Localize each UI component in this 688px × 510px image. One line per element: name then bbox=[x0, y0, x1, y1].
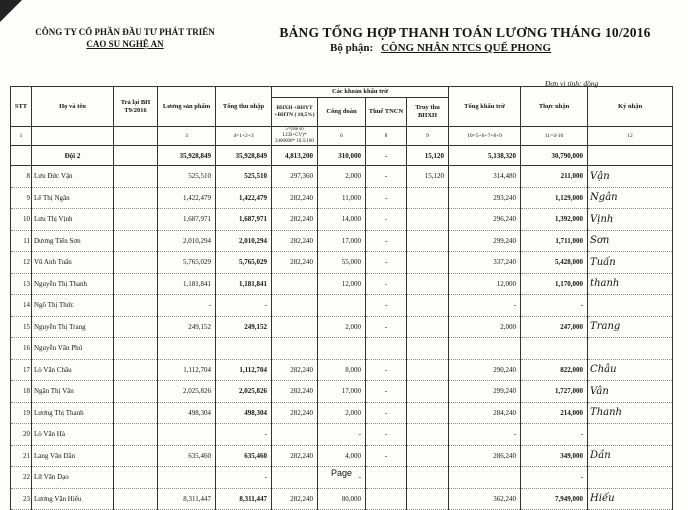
row-stt: 8 bbox=[11, 166, 32, 188]
row-name: Lữ Văn Dạo bbox=[32, 467, 114, 489]
row-stt: 9 bbox=[11, 187, 32, 209]
row-cong-doan: 2,000 bbox=[318, 402, 366, 424]
row-tra-lai bbox=[114, 424, 158, 446]
row-thuc-nhan: 1,129,000 bbox=[521, 187, 588, 209]
index-cell: 12 bbox=[588, 127, 673, 146]
signature: Hiếu bbox=[588, 488, 673, 510]
row-thue: - bbox=[366, 402, 407, 424]
row-name: Lò Văn Hà bbox=[32, 424, 114, 446]
row-stt: 12 bbox=[11, 252, 32, 274]
index-cell: 11=4-10 bbox=[521, 127, 588, 146]
signature: Vân bbox=[588, 381, 673, 403]
table-row bbox=[11, 316, 673, 338]
row-luong-sp: - bbox=[158, 295, 216, 317]
page-footer: Page bbox=[331, 468, 353, 478]
row-stt: 20 bbox=[11, 424, 32, 446]
row-name: Nguyễn Thị Trang bbox=[32, 316, 114, 338]
row-cong-doan bbox=[318, 338, 366, 360]
table-row bbox=[11, 488, 673, 510]
row-tong-khau-tru: - bbox=[449, 424, 521, 446]
index-cell: 9 bbox=[407, 127, 449, 146]
index-row bbox=[11, 127, 673, 146]
index-cell: 3 bbox=[158, 127, 216, 146]
row-tong-thu-nhap: 2,010,294 bbox=[216, 230, 272, 252]
row-thue: - bbox=[366, 166, 407, 188]
row-luong-sp: 635,460 bbox=[158, 445, 216, 467]
row-thuc-nhan: 1,170,000 bbox=[521, 273, 588, 295]
table-row bbox=[11, 166, 673, 188]
table-row bbox=[11, 338, 673, 360]
row-cong-doan: 11,000 bbox=[318, 187, 366, 209]
page-corner-mark bbox=[0, 0, 22, 22]
row-tong-thu-nhap: 635,460 bbox=[216, 445, 272, 467]
row-truy-thu bbox=[407, 252, 449, 274]
row-name: Lang Văn Dần bbox=[32, 445, 114, 467]
row-tra-lai bbox=[114, 381, 158, 403]
group-tong-thu-nhap: 35,928,849 bbox=[216, 146, 272, 166]
signature bbox=[588, 295, 673, 317]
col-cong-doan: Công đoàn bbox=[318, 98, 366, 127]
col-thue: Thuế TNCN bbox=[366, 98, 407, 127]
row-tong-thu-nhap bbox=[216, 338, 272, 360]
row-thue: - bbox=[366, 230, 407, 252]
index-cell bbox=[114, 127, 158, 146]
row-tong-khau-tru: 286,240 bbox=[449, 445, 521, 467]
row-name: Vũ Anh Tuấn bbox=[32, 252, 114, 274]
signature: Dần bbox=[588, 445, 673, 467]
group-row bbox=[11, 146, 673, 166]
col-luong-sp: Lương sản phẩm bbox=[158, 87, 216, 127]
row-tra-lai bbox=[114, 295, 158, 317]
row-luong-sp bbox=[158, 467, 216, 489]
row-tong-thu-nhap: 1,687,971 bbox=[216, 209, 272, 231]
group-thuc-nhan: 30,790,000 bbox=[521, 146, 588, 166]
row-cong-doan: 17,000 bbox=[318, 230, 366, 252]
currency-unit-note: Đơn vị tính: đồng bbox=[545, 79, 599, 88]
row-bh bbox=[272, 316, 318, 338]
col-thuc-nhan: Thực nhận bbox=[521, 87, 588, 127]
signature: Thanh bbox=[588, 402, 673, 424]
row-thue: - bbox=[366, 187, 407, 209]
table-row bbox=[11, 402, 673, 424]
col-truy-thu: Truy thu BHXH bbox=[407, 98, 449, 127]
row-stt: 19 bbox=[11, 402, 32, 424]
row-tong-thu-nhap: 1,181,841 bbox=[216, 273, 272, 295]
row-truy-thu bbox=[407, 359, 449, 381]
index-cell bbox=[32, 127, 114, 146]
col-ky-nhan: Ký nhận bbox=[588, 87, 673, 127]
row-luong-sp: 249,152 bbox=[158, 316, 216, 338]
row-truy-thu bbox=[407, 273, 449, 295]
row-tong-thu-nhap: 525,510 bbox=[216, 166, 272, 188]
row-name: Lưu Đức Vận bbox=[32, 166, 114, 188]
row-tong-thu-nhap: 2,025,826 bbox=[216, 381, 272, 403]
table-row bbox=[11, 187, 673, 209]
row-stt: 14 bbox=[11, 295, 32, 317]
row-truy-thu bbox=[407, 187, 449, 209]
row-thue: - bbox=[366, 209, 407, 231]
row-cong-doan: - bbox=[318, 467, 366, 489]
row-name: Lương Thị Thanh bbox=[32, 402, 114, 424]
row-thuc-nhan: 247,000 bbox=[521, 316, 588, 338]
row-bh: 282,240 bbox=[272, 359, 318, 381]
signature: Châu bbox=[588, 359, 673, 381]
row-bh bbox=[272, 273, 318, 295]
col-stt: STT bbox=[11, 87, 32, 127]
row-truy-thu bbox=[407, 445, 449, 467]
row-tong-thu-nhap: 8,311,447 bbox=[216, 488, 272, 510]
document-title: BẢNG TỔNG HỢP THANH TOÁN LƯƠNG THÁNG 10/2016 bbox=[279, 25, 651, 40]
row-tra-lai bbox=[114, 467, 158, 489]
row-thue: - bbox=[366, 445, 407, 467]
group-ky-nhan bbox=[588, 146, 673, 166]
row-thue: - bbox=[366, 359, 407, 381]
row-name: Lương Văn Hiếu bbox=[32, 488, 114, 510]
row-cong-doan: 80,000 bbox=[318, 488, 366, 510]
row-tong-khau-tru: 296,240 bbox=[449, 209, 521, 231]
index-cell: 4=1+2+3 bbox=[216, 127, 272, 146]
row-tong-thu-nhap: 249,152 bbox=[216, 316, 272, 338]
row-stt: 16 bbox=[11, 338, 32, 360]
row-tong-khau-tru: 299,240 bbox=[449, 230, 521, 252]
payroll-table bbox=[10, 86, 673, 510]
row-tong-khau-tru: 293,240 bbox=[449, 187, 521, 209]
row-tra-lai bbox=[114, 187, 158, 209]
table-row bbox=[11, 273, 673, 295]
signature bbox=[588, 424, 673, 446]
row-tra-lai bbox=[114, 316, 158, 338]
row-thuc-nhan bbox=[521, 338, 588, 360]
row-truy-thu bbox=[407, 424, 449, 446]
row-thue bbox=[366, 467, 407, 489]
row-thue: - bbox=[366, 424, 407, 446]
row-thue: - bbox=[366, 316, 407, 338]
row-bh bbox=[272, 424, 318, 446]
group-label: Đội 2 bbox=[32, 146, 114, 166]
row-name: Lò Văn Châu bbox=[32, 359, 114, 381]
row-tong-thu-nhap: 498,304 bbox=[216, 402, 272, 424]
signature: Tuấn bbox=[588, 252, 673, 274]
row-name: Dương Tiến Sơn bbox=[32, 230, 114, 252]
row-thue bbox=[366, 338, 407, 360]
row-truy-thu bbox=[407, 316, 449, 338]
col-tong-thu-nhap: Tổng thu nhập bbox=[216, 87, 272, 127]
row-bh bbox=[272, 338, 318, 360]
row-tra-lai bbox=[114, 338, 158, 360]
group-bh: 4,813,200 bbox=[272, 146, 318, 166]
row-thuc-nhan: 822,000 bbox=[521, 359, 588, 381]
row-tra-lai bbox=[114, 273, 158, 295]
row-tra-lai bbox=[114, 209, 158, 231]
row-thuc-nhan: 5,428,000 bbox=[521, 252, 588, 274]
row-luong-sp: 2,025,826 bbox=[158, 381, 216, 403]
row-stt: 10 bbox=[11, 209, 32, 231]
row-tra-lai bbox=[114, 488, 158, 510]
row-stt: 18 bbox=[11, 381, 32, 403]
signature bbox=[588, 467, 673, 489]
row-thue: - bbox=[366, 295, 407, 317]
row-name: Nguyễn Thị Thanh bbox=[32, 273, 114, 295]
row-luong-sp bbox=[158, 338, 216, 360]
index-cell: 1 bbox=[11, 127, 32, 146]
row-tra-lai bbox=[114, 402, 158, 424]
company-line-1: CÔNG TY CỔ PHẦN ĐẦU TƯ PHÁT TRIỂN bbox=[35, 27, 215, 37]
table-row bbox=[11, 209, 673, 231]
row-tong-khau-tru: 2,000 bbox=[449, 316, 521, 338]
row-cong-doan: 2,000 bbox=[318, 316, 366, 338]
row-luong-sp: 5,765,029 bbox=[158, 252, 216, 274]
row-luong-sp: 525,510 bbox=[158, 166, 216, 188]
signature: Vịnh bbox=[588, 209, 673, 231]
row-luong-sp: 1,422,479 bbox=[158, 187, 216, 209]
table-row bbox=[11, 252, 673, 274]
row-tong-khau-tru: 337,240 bbox=[449, 252, 521, 274]
group-tra-lai bbox=[114, 146, 158, 166]
row-cong-doan: 14,000 bbox=[318, 209, 366, 231]
row-luong-sp: 2,010,294 bbox=[158, 230, 216, 252]
row-tong-khau-tru: 12,000 bbox=[449, 273, 521, 295]
row-thue: - bbox=[366, 381, 407, 403]
row-bh: 282,240 bbox=[272, 252, 318, 274]
row-tra-lai bbox=[114, 445, 158, 467]
row-luong-sp: 498,304 bbox=[158, 402, 216, 424]
group-luong-sp: 35,928,849 bbox=[158, 146, 216, 166]
signature: Sơn bbox=[588, 230, 673, 252]
department-line bbox=[330, 42, 551, 54]
row-thuc-nhan: 1,711,000 bbox=[521, 230, 588, 252]
row-bh bbox=[272, 295, 318, 317]
row-bh: 297,360 bbox=[272, 166, 318, 188]
signature bbox=[588, 338, 673, 360]
row-bh: 282,240 bbox=[272, 402, 318, 424]
row-thuc-nhan: 211,000 bbox=[521, 166, 588, 188]
table-row bbox=[11, 424, 673, 446]
row-tong-khau-tru: - bbox=[449, 295, 521, 317]
row-thuc-nhan: - bbox=[521, 295, 588, 317]
row-truy-thu bbox=[407, 467, 449, 489]
table-row bbox=[11, 230, 673, 252]
index-cell: 10=5+6+7+8+9 bbox=[449, 127, 521, 146]
row-truy-thu bbox=[407, 209, 449, 231]
row-bh: 282,240 bbox=[272, 209, 318, 231]
row-luong-sp: 8,311,447 bbox=[158, 488, 216, 510]
row-cong-doan: 4,000 bbox=[318, 445, 366, 467]
row-thuc-nhan: 349,000 bbox=[521, 445, 588, 467]
row-thuc-nhan: - bbox=[521, 467, 588, 489]
row-tong-khau-tru bbox=[449, 338, 521, 360]
row-tong-khau-tru: 314,480 bbox=[449, 166, 521, 188]
row-truy-thu: 15,120 bbox=[407, 166, 449, 188]
row-truy-thu bbox=[407, 230, 449, 252]
row-thuc-nhan: 1,392,000 bbox=[521, 209, 588, 231]
row-bh: 282,240 bbox=[272, 187, 318, 209]
group-tong-khau-tru: 5,138,320 bbox=[449, 146, 521, 166]
row-stt: 13 bbox=[11, 273, 32, 295]
row-luong-sp: 1,112,704 bbox=[158, 359, 216, 381]
row-tra-lai bbox=[114, 166, 158, 188]
row-thuc-nhan: 1,727,000 bbox=[521, 381, 588, 403]
row-stt: 21 bbox=[11, 445, 32, 467]
row-bh: 282,240 bbox=[272, 445, 318, 467]
department-value: CÔNG NHÂN NTCS QUẾ PHONG bbox=[381, 42, 552, 54]
row-bh: 282,240 bbox=[272, 488, 318, 510]
row-stt: 22 bbox=[11, 467, 32, 489]
row-tong-thu-nhap: 1,422,479 bbox=[216, 187, 272, 209]
row-name: Ngân Thị Vân bbox=[32, 381, 114, 403]
row-thue: - bbox=[366, 273, 407, 295]
col-tong-khau-tru: Tổng khấu trừ bbox=[449, 87, 521, 127]
row-tong-khau-tru: 290,240 bbox=[449, 359, 521, 381]
row-tong-khau-tru: 362,240 bbox=[449, 488, 521, 510]
row-tong-thu-nhap: 1,112,704 bbox=[216, 359, 272, 381]
group-thue: - bbox=[366, 146, 407, 166]
company-line-2: CAO SU NGHỆ AN bbox=[86, 39, 164, 49]
row-luong-sp bbox=[158, 424, 216, 446]
row-truy-thu bbox=[407, 402, 449, 424]
col-bh: BHXH +BHYT +BHTN ( 10,5%) bbox=[272, 98, 318, 127]
row-thue bbox=[366, 488, 407, 510]
row-thuc-nhan: 7,949,000 bbox=[521, 488, 588, 510]
row-luong-sp: 1,687,971 bbox=[158, 209, 216, 231]
row-name: Ngô Thị Thức bbox=[32, 295, 114, 317]
row-thuc-nhan: - bbox=[521, 424, 588, 446]
row-luong-sp: 1,181,841 bbox=[158, 273, 216, 295]
row-name: Nguyễn Văn Phú bbox=[32, 338, 114, 360]
row-tong-thu-nhap: - bbox=[216, 467, 272, 489]
row-cong-doan: 2,000 bbox=[318, 166, 366, 188]
row-thuc-nhan: 214,000 bbox=[521, 402, 588, 424]
row-stt: 17 bbox=[11, 359, 32, 381]
group-stt bbox=[11, 146, 32, 166]
index-cell: 6 bbox=[318, 127, 366, 146]
col-tra-lai: Trả lại BH T9/2016 bbox=[114, 87, 158, 127]
row-tong-khau-tru bbox=[449, 467, 521, 489]
row-truy-thu bbox=[407, 488, 449, 510]
row-stt: 23 bbox=[11, 488, 32, 510]
col-group-khau-tru: Các khoản khấu trừ bbox=[272, 87, 449, 98]
row-tong-thu-nhap: 5,765,029 bbox=[216, 252, 272, 274]
row-cong-doan: 17,000 bbox=[318, 381, 366, 403]
group-truy-thu: 15,120 bbox=[407, 146, 449, 166]
table-row bbox=[11, 295, 673, 317]
row-thue: - bbox=[366, 252, 407, 274]
group-cong-doan: 310,000 bbox=[318, 146, 366, 166]
signature: thanh bbox=[588, 273, 673, 295]
row-stt: 11 bbox=[11, 230, 32, 252]
row-stt: 15 bbox=[11, 316, 32, 338]
table-row bbox=[11, 359, 673, 381]
row-tra-lai bbox=[114, 359, 158, 381]
department-label: Bộ phận: bbox=[330, 42, 374, 54]
row-tong-khau-tru: 284,240 bbox=[449, 402, 521, 424]
row-bh: 282,240 bbox=[272, 381, 318, 403]
row-cong-doan: 8,000 bbox=[318, 359, 366, 381]
row-name: Lê Thị Ngân bbox=[32, 187, 114, 209]
row-name: Lưu Thị Vịnh bbox=[32, 209, 114, 231]
header-row-1 bbox=[11, 87, 673, 98]
signature: Ngân bbox=[588, 187, 673, 209]
row-truy-thu bbox=[407, 338, 449, 360]
table-row bbox=[11, 381, 673, 403]
row-tra-lai bbox=[114, 230, 158, 252]
col-name: Họ và tên bbox=[32, 87, 114, 127]
signature: Vận bbox=[588, 166, 673, 188]
row-tong-thu-nhap: - bbox=[216, 424, 272, 446]
row-tra-lai bbox=[114, 252, 158, 274]
table-row bbox=[11, 445, 673, 467]
index-cell: 5=(Hệ số LCB+CV)* 2400000* 10.5/100 bbox=[272, 127, 318, 146]
row-truy-thu bbox=[407, 295, 449, 317]
index-cell: 8 bbox=[366, 127, 407, 146]
row-cong-doan bbox=[318, 295, 366, 317]
signature: Trang bbox=[588, 316, 673, 338]
company-name bbox=[30, 26, 220, 50]
row-bh bbox=[272, 467, 318, 489]
row-bh: 282,240 bbox=[272, 230, 318, 252]
row-tong-thu-nhap: - bbox=[216, 295, 272, 317]
row-truy-thu bbox=[407, 381, 449, 403]
row-tong-khau-tru: 299,240 bbox=[449, 381, 521, 403]
row-cong-doan: 55,000 bbox=[318, 252, 366, 274]
row-cong-doan: 12,000 bbox=[318, 273, 366, 295]
row-cong-doan: - bbox=[318, 424, 366, 446]
